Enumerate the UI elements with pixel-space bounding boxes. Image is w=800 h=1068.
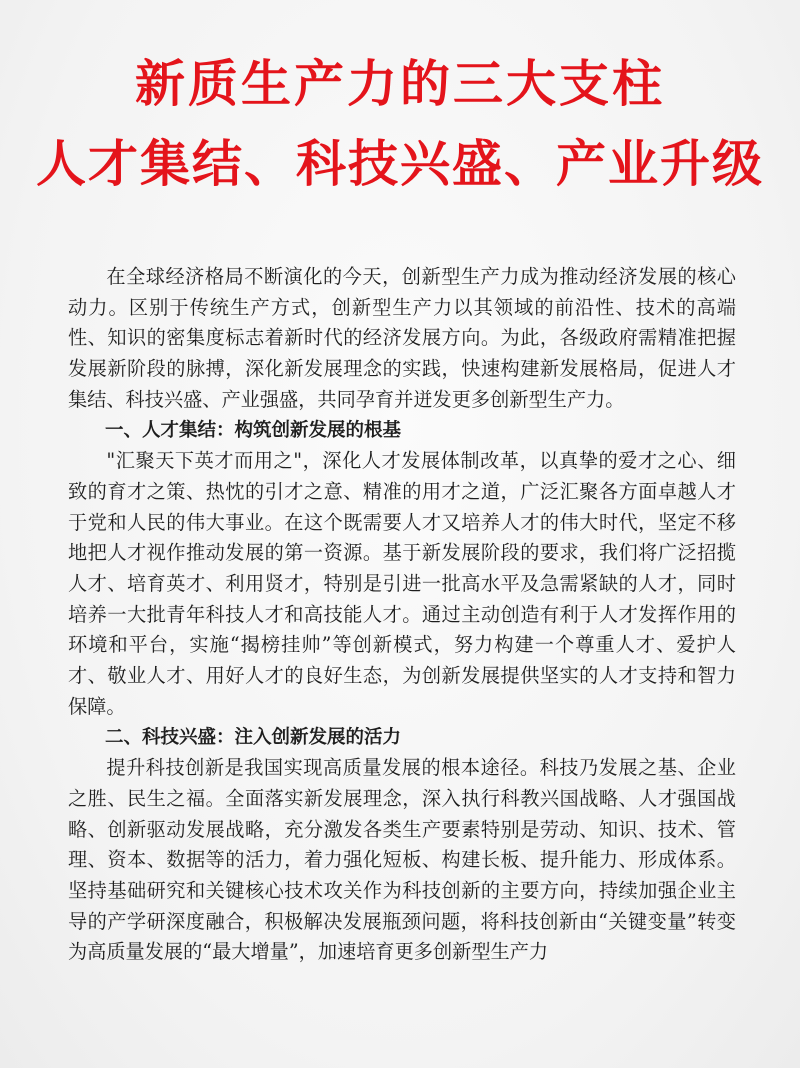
page-subtitle: 人才集结、科技兴盛、产业升级 bbox=[36, 135, 764, 193]
section-paragraph-talent: "汇聚天下英才而用之"，深化人才发展体制改革，以真挚的爱才之心、细致的育才之策、热忱的引才之意、精准的用才之道，广泛汇聚各方面卓越人才于党和人民的伟大事业。在这个既需要人才又培养人才的伟大时代，坚定不移地把人才视作推动发展的第一资源。基于新发展阶段的要求，我们将广泛招揽人才、培育英才、利用贤才，特别是引进一批高水平及急需紧缺的人才，同时培养一大批青年科技人才和高技能人才。通过主动创造有利于人才发挥作用的环境和平台，实施“揭榜挂帅”等创新模式，努力构建一个尊重人才、爱护人才、敬业人才、用好人才的良好生态，为创新发展提供坚实的人才支持和智力保障。 bbox=[68, 449, 736, 718]
article-body bbox=[68, 262, 736, 968]
page-title: 新质生产力的三大支柱 bbox=[135, 55, 665, 113]
intro-paragraph: 在全球经济格局不断演化的今天，创新型生产力成为推动经济发展的核心动力。区别于传统生产方式，创新型生产力以其领域的前沿性、技术的高端性、知识的密集度标志着新时代的经济发展方向。为此，各级政府需精准把握发展新阶段的脉搏，深化新发展理念的实践，快速构建新发展格局，促进人才集结、科技兴盛、产业强盛，共同孕育并迸发更多创新型生产力。 bbox=[68, 265, 736, 411]
section-heading-talent: 一、人才集结：构筑创新发展的根基 bbox=[105, 419, 402, 441]
section-paragraph-technology: 提升科技创新是我国实现高质量发展的根本途径。科技乃发展之基、企业之胜、民生之福。全面落实新发展理念，深入执行科教兴国战略、人才强国战略、创新驱动发展战略，充分激发各类生产要素特别是劳动、知识、技术、管理、资本、数据等的活力，着力强化短板、构建长板、提升能力、形成体系。坚持基础研究和关键核心技术攻关作为科技创新的主要方向，持续加强企业主导的产学研深度融合，积极解决发展瓶颈问题，将科技创新由“关键变量”转变为高质量发展的“最大增量”，加速培育更多创新型生产力 bbox=[68, 756, 736, 964]
section-heading-technology: 二、科技兴盛：注入创新发展的活力 bbox=[105, 726, 402, 748]
